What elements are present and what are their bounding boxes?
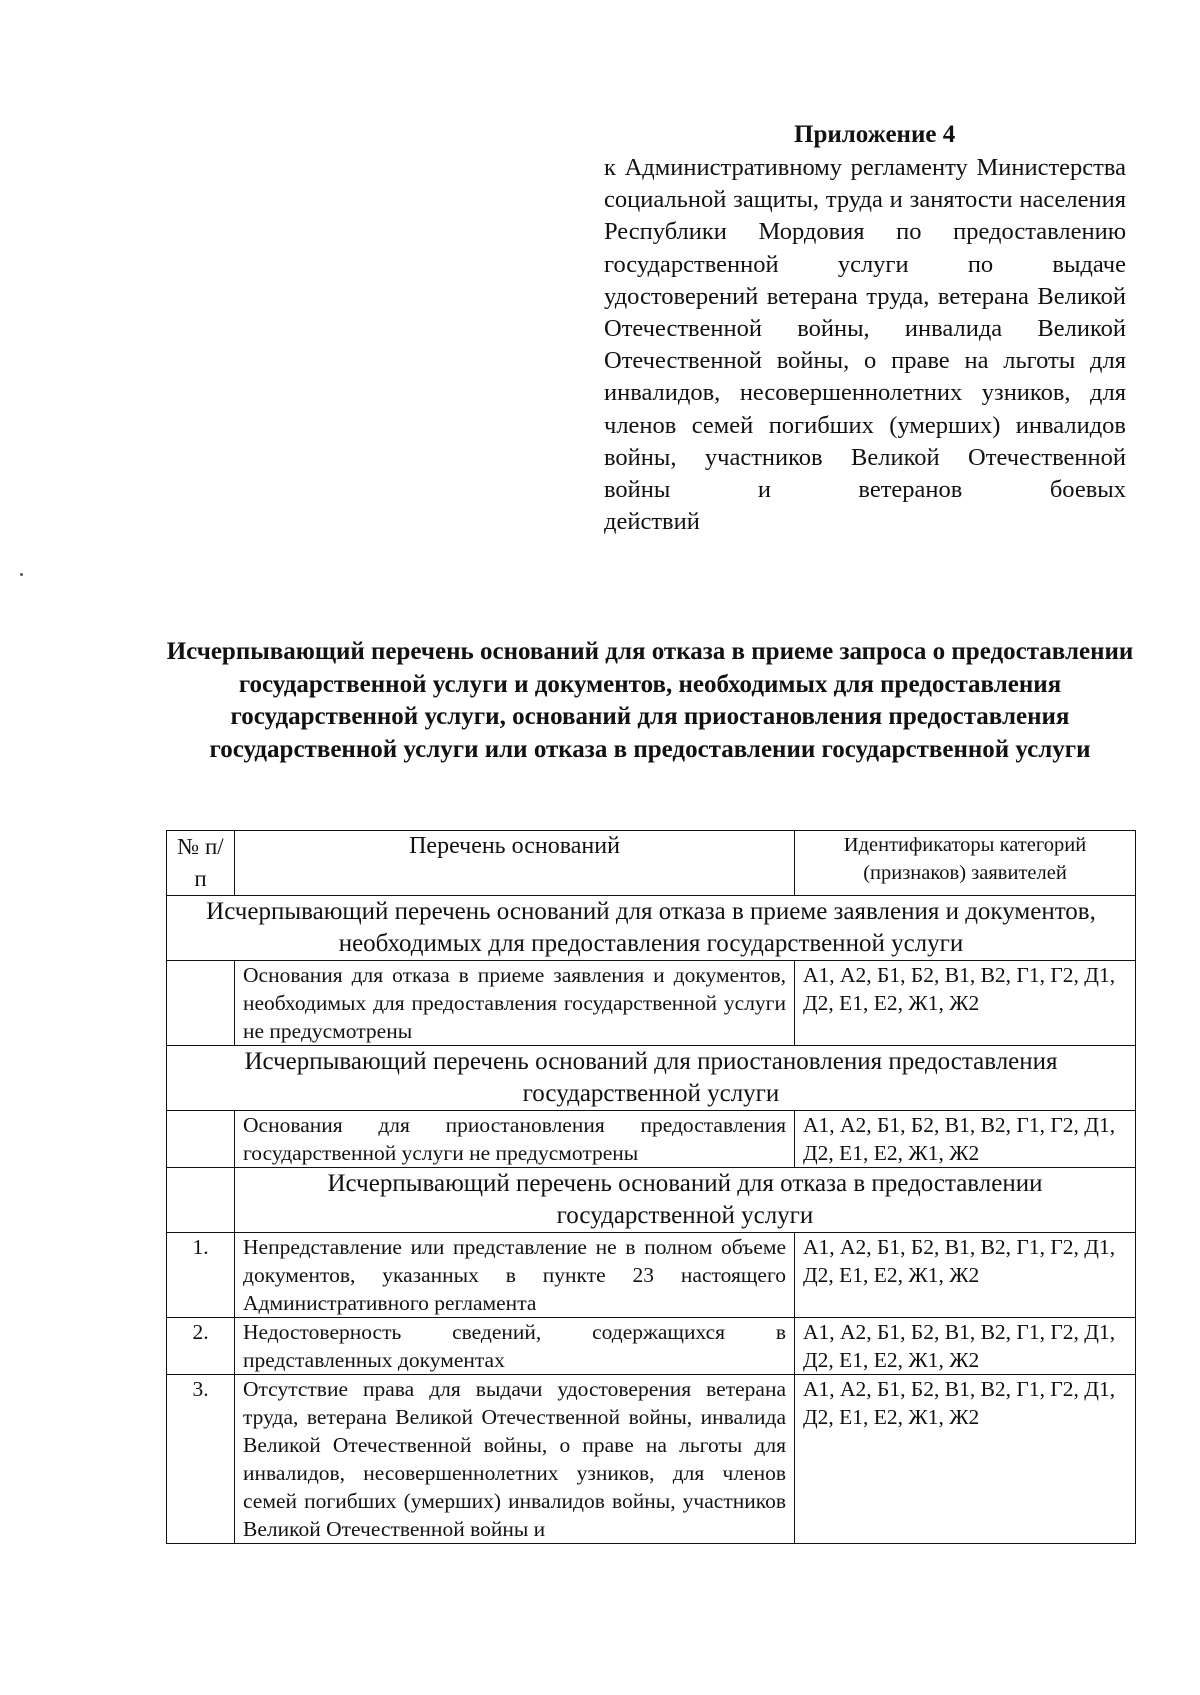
row-identifiers: А1, А2, Б1, Б2, В1, В2, Г1, Г2, Д1, Д2, Е1, Е2, Ж1, Ж2 [795, 1318, 1136, 1375]
section-title: Исчерпывающий перечень оснований для отказа в приеме заявления и документов, необходимых для предоставления государственной услуги [167, 896, 1136, 961]
table-row [167, 1233, 1136, 1318]
grounds-table [166, 830, 1136, 1544]
table-row [167, 1375, 1136, 1544]
scan-speck [20, 573, 23, 576]
row-number: 3. [167, 1375, 235, 1544]
section-header-row [167, 1046, 1136, 1111]
row-grounds: Основания для отказа в приеме заявления и документов, необходимых для предоставления государственной услуги не предусмотрены [235, 961, 795, 1046]
row-number [167, 1111, 235, 1168]
header-grounds: Перечень оснований [235, 831, 795, 896]
section-title: Исчерпывающий перечень оснований для приостановления предоставления государственной услуги [167, 1046, 1136, 1111]
row-number [167, 961, 235, 1046]
row-identifiers: А1, А2, Б1, Б2, В1, В2, Г1, Г2, Д1, Д2, Е1, Е2, Ж1, Ж2 [795, 1375, 1136, 1544]
row-grounds: Непредставление или представление не в полном объеме документов, указанных в пункте 23 настоящего Административного регламента [235, 1233, 795, 1318]
table-row [167, 1318, 1136, 1375]
row-number: 1. [167, 1233, 235, 1318]
row-grounds: Отсутствие права для выдачи удостоверения ветерана труда, ветерана Великой Отечественной войны, инвалида Великой Отечественной войны, о праве на льготы для инвалидов, несовершеннолетних узников, для членов семей погибших (умерших) инвалидов войны, участников Великой Отечественной войны и [235, 1375, 795, 1544]
header-number: № п/п [167, 831, 235, 896]
section-header-row [167, 896, 1136, 961]
header-identifiers: Идентификаторы категорий (признаков) заявителей [795, 831, 1136, 896]
row-identifiers: А1, А2, Б1, Б2, В1, В2, Г1, Г2, Д1, Д2, Е1, Е2, Ж1, Ж2 [795, 1111, 1136, 1168]
annex-block [604, 118, 1126, 538]
row-grounds: Недостоверность сведений, содержащихся в представленных документах [235, 1318, 795, 1375]
section-title: Исчерпывающий перечень оснований для отказа в предоставлении государственной услуги [235, 1168, 1136, 1233]
section-empty-number-cell [167, 1168, 235, 1233]
annex-text-last: действий [604, 508, 700, 536]
row-identifiers: А1, А2, Б1, Б2, В1, В2, Г1, Г2, Д1, Д2, Е1, Е2, Ж1, Ж2 [795, 1233, 1136, 1318]
table-header-row [167, 831, 1136, 896]
row-number: 2. [167, 1318, 235, 1375]
annex-text-body: к Административному регламенту Министерства социальной защиты, труда и занятости населения Республики Мордовия по предоставлению государственной услуги по выдаче удостоверений ветерана труда, ветерана Великой Отечественной войны, инвалида Великой Отечественной войны, о праве на льготы для инвалидов, несовершеннолетних узников, для членов семей погибших (умерших) инвалидов войны, участников Великой Отечественной войны и ветеранов боевых [604, 154, 1126, 504]
row-identifiers: А1, А2, Б1, Б2, В1, В2, Г1, Г2, Д1, Д2, Е1, Е2, Ж1, Ж2 [795, 961, 1136, 1046]
annex-text [604, 152, 1126, 538]
section-header-row [167, 1168, 1136, 1233]
annex-title: Приложение 4 [794, 121, 956, 148]
table-row [167, 1111, 1136, 1168]
table-row [167, 961, 1136, 1046]
row-grounds: Основания для приостановления предоставления государственной услуги не предусмотрены [235, 1111, 795, 1168]
document-title: Исчерпывающий перечень оснований для отказа в приеме запроса о предоставлении государственной услуги и документов, необходимых для предоставления государственной услуги, оснований для приостановления предоставления государственной услуги или отказа в предоставлении государственной услуги [166, 638, 1134, 763]
